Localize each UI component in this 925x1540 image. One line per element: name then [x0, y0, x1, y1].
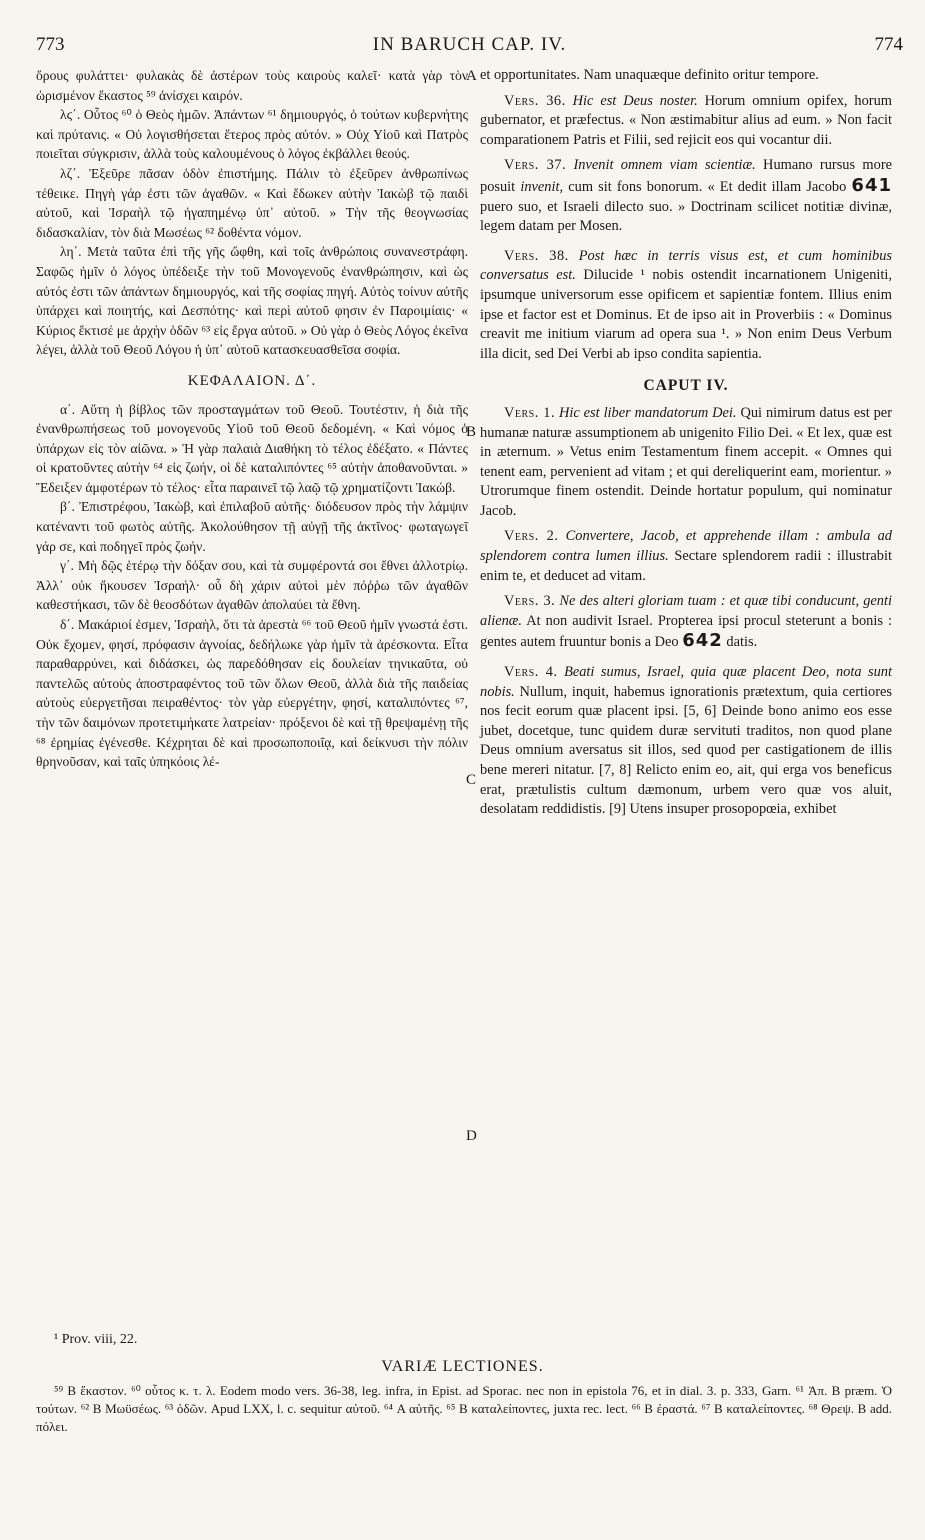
commentary-text: Dilucide ¹ nobis ostendit incarnationem Unigeniti, ipsumque universorum esse opificem et sapientiæ fontem. Illius enim ipse et factor est et Dominus. Et de ipso ait in Proverbiis : « Dominus creavit me initium viarum ad opera sua ¹. » Non enim Deus Verbum illa dicit, sed Dei Verbi ab ipso condita sapientia. — [480, 267, 892, 362]
footnote: ¹ Prov. viii, 22. — [54, 1332, 138, 1347]
greek-paragraph: β΄. Ἐπιστρέφου, Ἰακὼβ, καὶ ἐπιλαβοῦ αὐτῆς· διόδευσον πρὸς τὴν λάμψιν κατέναντι τοῦ φωτὸς αὐτῆς. Ἀκολούθησον τῇ αὐγῇ τῆς ἀκτῖνος· φωταγωγεῖ γάρ σε, καὶ ποδηγεῖ πρὸς ζωήν. — [36, 499, 468, 554]
commentary-text: Horum omnium opifex, horum gubernator, et præfectus. « Non æstimabitur alius ad eum. » Non facit comparationem Patris et Filii, sed rejicit eos qui vocantur dii. — [480, 92, 892, 148]
commentary-text: cum sit fons bonorum. « Et dedit illam Jacobo — [568, 178, 847, 195]
commentary-text: puero suo, et Israeli dilecto suo. » Doctrinam scilicet notitiæ divinæ, legem datam per Mosen. — [480, 198, 892, 235]
verse-number: Vers. 2. — [504, 528, 559, 545]
greek-paragraph: α΄. Αὕτη ἡ βίβλος τῶν προσταγμάτων τοῦ Θεοῦ. Τουτέστιν, ἡ διὰ τῆς ἐνανθρωπήσεως τοῦ μονογενοῦς Υἱοῦ τοῦ Θεοῦ δεδομένη. « Καὶ νόμος ὁ ὑπάρχων εἰς τὸν αἰῶνα. » Ἡ γὰρ παλαιὰ Διαθήκη τὸ τέλος ἐδέξατο. « Πάντες οἱ κρατοῦντες αὐτὴν ⁶⁴ εἰς ζωήν, οἱ δὲ καταλιπόντες ⁶⁵ αὐτὴν ἀποθανοῦνται. » Ἔδειξεν ἀμφοτέρων τὸ τέλος· εἶτα παραινεῖ τῷ λαῷ τῷ χρηματίζοντι Ἰακώβ. — [36, 401, 468, 495]
commentary-text: Qui nimirum datus est per humanæ naturæ assumptionem ab unigenito Filio Dei. « Et lex, quæ est in æternum. » Vetus enim Testamentum finem accepit. « Omnes qui tenent eam, pervenient ad vitam ; et qui dereliquerint eam, morientur. » Utrorumque finem ostendit. Deinde hortatur populum, qui nominatur Jacob. — [480, 404, 892, 519]
latin-paragraph — [480, 663, 892, 820]
verse-lemma: Ne des alteri gloriam tuam : et quæ tibi conducunt, genti alienæ. — [480, 593, 892, 629]
margin-letter-c: C — [466, 772, 477, 788]
greek-chapter-heading: ΚΕΦΑΛΑΙΟΝ. Δ΄. — [187, 372, 317, 389]
latin-paragraph — [480, 92, 892, 151]
greek-paragraph: γ΄. Μὴ δῷς ἑτέρῳ τὴν δόξαν σου, καὶ τὰ συμφέροντά σοι ἔθνει ἀλλοτρίῳ. Ἀλλ᾽ οὐκ ἤκουσεν Ἰσραήλ· οὗ δὴ χάριν αὐτοὶ μὲν πόῤῥω τῶν ἀγαθῶν καθεστήκασι, τῶν δὲ θεοσδότων ἀγαθῶν ἀπολαύει τὰ ἔθνη. — [36, 558, 468, 613]
variae-lectiones-text: ⁵⁹ B ἕκαστον. ⁶⁰ οὗτος κ. τ. λ. Eodem modo vers. 36-38, leg. infra, in Epist. ad Sporac. nec non in epistola 76, et in dial. 3. p. 333, Garn. ⁶¹ Ἁπ. B præm. Ὁ τούτων. ⁶² B Μωϋσέως. ⁶³ ὁδῶν. Apud LXX, l. c. sequitur αὐτοῦ. ⁶⁴ A αὐτῆς. ⁶⁵ B καταλείποντες, juxta rec. lect. ⁶⁶ B ἐραστά. ⁶⁷ B καταλείποντες. ⁶⁸ Θρεψ. B add. πόλει. — [36, 1383, 892, 1434]
margin-letter-a: A — [466, 68, 477, 84]
latin-paragraph — [480, 527, 892, 586]
verse-number: Vers. 3. — [504, 593, 556, 610]
latin-paragraph — [480, 247, 892, 365]
commentary-text: Sectare splendorem radii : illustrabit enim te, et deducet ad vitam. — [480, 548, 892, 584]
migne-column-number: 642 — [682, 630, 723, 652]
commentary-text: At non audivit Israel. Propterea ipsi procul steterunt a bonis : gentes autem fruuntur bonis a Deo — [480, 612, 892, 651]
verse-number: Vers. 1. — [504, 404, 556, 421]
greek-column — [36, 66, 468, 772]
verse-lemma: Post hæc in terris visus est, et cum hominibus conversatus est. — [480, 247, 892, 284]
greek-paragraph: ὄρους φυλάττει· φυλακὰς δὲ ἀστέρων τοὺς καιροὺς καλεῖ· κατὰ γὰρ τὸν ὡρισμένον ἕκαστος ⁵⁹ ἀνίσχει καιρόν. — [36, 68, 468, 103]
verse-lemma: invenit, — [520, 178, 564, 195]
margin-letter-b: B — [466, 424, 477, 440]
latin-column — [480, 66, 892, 820]
commentary-text: Nullum, inquit, habemus ignorationis prætextum, quia certiores nos fecit eorum quæ placent ipsi. [5, 6] Deinde bono animo eos esse jubet, docetque, tunc quidem duræ servituti traditos, non quod plane Deus omnium aversatus sit illos, sed quod per castigationem de illis bene mereri nitatur. [7, 8] Relicto enim eo, ait, qui erga vos beneficus erat, prætulistis cultum dæmonum, urbem vero quæ vos aluit, desolatam reddidistis. [9] Utens insuper prosopopœia, exhibet — [480, 683, 892, 818]
page-header — [36, 34, 903, 58]
verse-number: Vers. 36. — [504, 92, 566, 109]
verse-lemma: Beati sumus, Israel, quia quæ placent Deo, nota sunt nobis. — [480, 664, 892, 700]
latin-paragraph — [480, 592, 892, 653]
latin-paragraph: et opportunitates. Nam unaquæque definito oritur tempore. — [480, 67, 819, 83]
verse-lemma: Convertere, Jacob, et apprehende illam : ambula ad splendorem contra lumen illius. — [480, 528, 892, 565]
verse-lemma: Hic est Deus noster. — [572, 92, 698, 109]
greek-paragraph: δ΄. Μακάριοί ἐσμεν, Ἰσραὴλ, ὅτι τὰ ἀρεστὰ ⁶⁶ τοῦ Θεοῦ ἡμῖν γνωστά ἐστι. Οὐκ ἔχομεν, φησί, πρόφασιν ἀγνοίας, δεδήλωκε γὰρ ἡμῖν τὰ ἀρέσκοντα. Εἶτα παραθαρρύνει, καὶ διδάσκει, ὡς παρεδόθησαν εἰς δουλείαν τηνικαῦτα, οὐ παντελῶς αὐτοὺς ἀποστραφέντος τοῦ τῶν ὅλων Θεοῦ, ἀλλὰ διὰ τῆς παιδείας αὐτοὺς εὐεργετῆσαι πειραθέντος· τὸν γὰρ εὐεργέτην, φησί, καταλιπόντες ⁶⁷, τὴν τῶν δαιμόνων προτετιμήκατε λατρείαν· πρόξενοι δὲ καὶ τῇ θρεψαμένῃ τῆς ⁶⁸ ἐρημίας ἐγένεσθε. Κέχρηται δὲ καὶ προσωποποιΐᾳ, καὶ δείκνυσι τὴν πόλιν θρηνοῦσαν, καὶ ταῖς ὑπηκόοις λέ- — [36, 617, 468, 770]
latin-paragraph — [480, 404, 892, 522]
verse-number: Vers. 38. — [504, 247, 569, 264]
verse-number: Vers. 37. — [504, 157, 567, 174]
latin-chapter-heading: CAPUT IV. — [643, 377, 729, 395]
commentary-text: Humano rursus more posuit — [480, 157, 892, 195]
greek-paragraph: λζ΄. Ἐξεῦρε πᾶσαν ὁδὸν ἐπιστήμης. Πάλιν τὸ ἐξεῦρεν ἀνθρωπίνως τέθεικε. Πηγὴ γάρ ἐστι τῶν ἀγαθῶν. « Καὶ ἔδωκεν αὐτὴν Ἰακὼβ τῷ παιδὶ αὐτοῦ, καὶ Ἰσραὴλ τῷ ἠγαπημένῳ ὑπ᾽ αὐτοῦ. » Τὴν τῆς θεογνωσίας διδασκαλίαν, τὸν διὰ Μωσέως ⁶² δοθέντα νόμον. — [36, 165, 468, 240]
greek-paragraph: λη΄. Μετὰ ταῦτα ἐπὶ τῆς γῆς ὤφθη, καὶ τοῖς ἀνθρώποις συνανεστράφη. Σαφῶς ἡμῖν ὁ λόγος ὑπέδειξε τὴν τοῦ Μονογενοῦς ἐνανθρώπησιν, καὶ ὡς αὐτός ἐστι τῶν ἁπάντων δημιουργός, καὶ τῆς σοφίας πηγή. Αὐτὸς τοίνυν αὐτῆς ὑπάρχει καὶ ποιητής, καὶ Δεσπότης· καὶ περὶ αὐτοῦ φησιν ἐν Παροιμίαις· « Κύριος ἔκτισέ με ἀρχὴν ὁδῶν ⁶³ εἰς ἔργα αὐτοῦ. » Οὐ γὰρ ὁ Θεὸς Λόγος ἐκεῖνα λέγει, ἀλλὰ τοῦ Θεοῦ Λόγου ἡ ὑπ᾽ αὐτοῦ κατασκευασθεῖσα σοφία. — [36, 244, 468, 358]
latin-paragraph — [480, 156, 892, 236]
commentary-text: datis. — [726, 634, 758, 651]
verse-lemma: Hic est liber mandatorum Dei. — [558, 404, 737, 421]
running-title: IN BARUCH CAP. IV. — [372, 34, 567, 55]
variae-lectiones-heading: VARIÆ LECTIONES. — [381, 1358, 544, 1375]
migne-column-number: 641 — [851, 174, 892, 196]
greek-paragraph: λϛ΄. Οὗτος ⁶⁰ ὁ Θεὸς ἡμῶν. Ἁπάντων ⁶¹ δημιουργός, ὁ τούτων κυβερνήτης καὶ πρύτανις. « Οὐ λογισθήσεται ἕτερος πρὸς αὐτόν. » Οὐχ Υἱοῦ καὶ Πατρὸς ποιεῖται σύγκρισιν, ἀλλὰ τοὺς καλουμένους ὁ λόγος ἐκβάλλει θεούς. — [36, 107, 468, 162]
page-number-right: 774 — [874, 34, 903, 55]
verse-number: Vers. 4. — [504, 664, 558, 681]
page-number-left: 773 — [36, 34, 65, 55]
margin-letter-d: D — [466, 1128, 477, 1144]
verse-lemma: Invenit omnem viam scientiæ. — [573, 157, 756, 174]
